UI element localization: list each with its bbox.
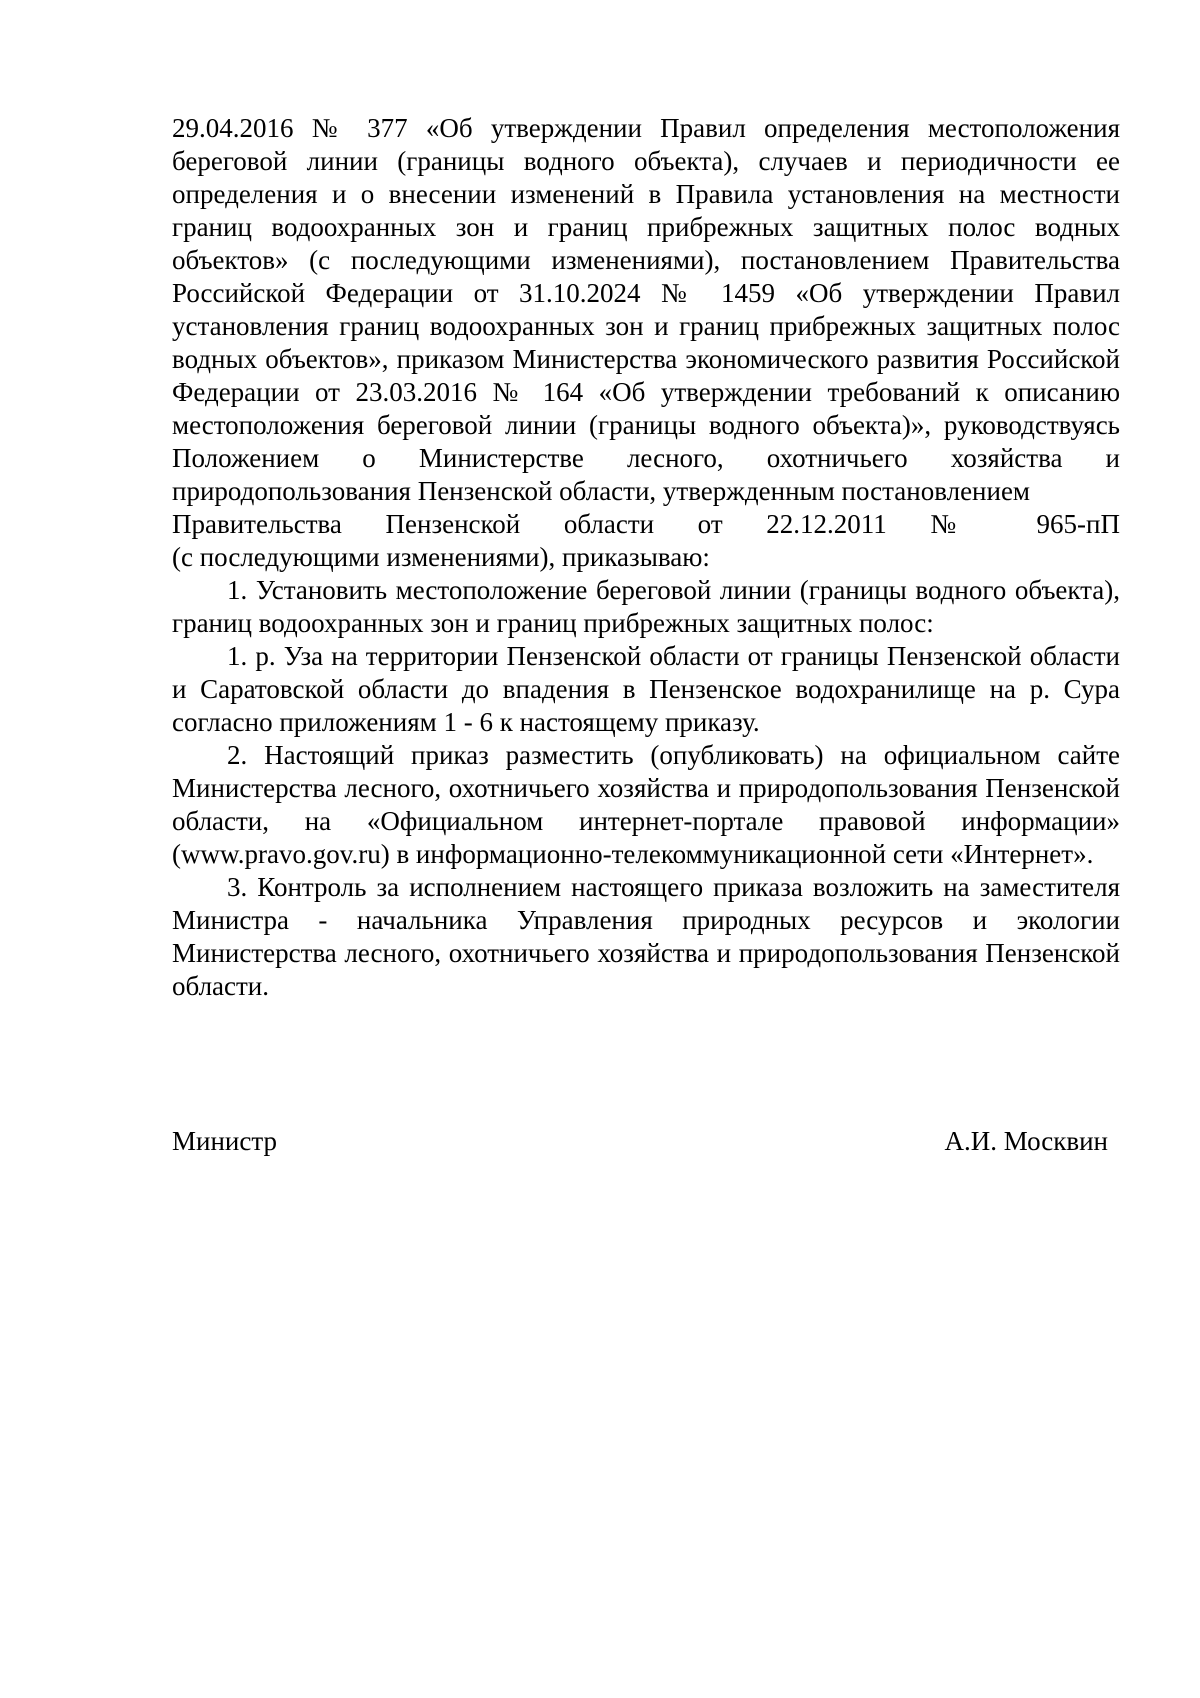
preamble-line	[172, 508, 1120, 541]
preamble-text: 29.04.2016 № 377 «Об утверждении Правил определения местоположения береговой линии (границы водного объекта), случаев и периодичности ее определения и о внесении изменений в Правила установления на местности границ водоохранных зон и границ прибрежных защитных полос водных объектов» (с последующими изменениями), постановлением Правительства Российской Федерации от 31.10.2024 № 1459 «Об утверждении Правил установления границ водоохранных зон и границ прибрежных защитных полос водных объектов», приказом Министерства экономического развития Российской Федерации от 23.03.2016 № 164 «Об утверждении требований к описанию местоположения береговой линии (границы водного объекта)», руководствуясь Положением о Министерстве лесного, охотничьего хозяйства и природопользования Пензенской области, утвержденным постановлением	[172, 113, 1120, 506]
preamble-ending	[172, 541, 1120, 574]
order-item-2-text: 2. Настоящий приказ разместить (опубликовать) на официальном сайте Министерства лесного, охотничьего хозяйства и природопользования Пензенской области, на «Официальном интернет-портале правовой информации» (www.pravo.gov.ru) в информационно-телекоммуникационной сети «Интернет».	[172, 740, 1120, 869]
order-item-2	[172, 739, 1120, 871]
signature-block	[172, 1125, 1120, 1158]
order-subitem-1-1	[172, 640, 1120, 739]
signatory-title: Министр	[172, 1126, 277, 1156]
preamble-ending-text: (с последующими изменениями), приказываю:	[172, 542, 710, 572]
signatory-name: А.И. Москвин	[944, 1126, 1108, 1156]
order-text	[172, 112, 1120, 1003]
order-item-3-text: 3. Контроль за исполнением настоящего приказа возложить на заместителя Министра - начальника Управления природных ресурсов и экологии Министерства лесного, охотничьего хозяйства и природопользования Пензенской области.	[172, 872, 1120, 1001]
order-item-3	[172, 871, 1120, 1003]
order-subitem-1-1-text: 1. р. Уза на территории Пензенской области от границы Пензенской области и Саратовской области до впадения в Пензенское водохранилище на р. Сура согласно приложениям 1 - 6 к настоящему приказу.	[172, 641, 1120, 737]
document-body	[172, 112, 1120, 1003]
order-item-1	[172, 574, 1120, 640]
order-item-1-text: 1. Установить местоположение береговой линии (границы водного объекта), границ водоохранных зон и границ прибрежных защитных полос:	[172, 575, 1120, 638]
preamble-paragraph	[172, 112, 1120, 508]
preamble-line-text: Правительства Пензенской области от 22.12.2011 № 965-пП	[172, 509, 1120, 539]
